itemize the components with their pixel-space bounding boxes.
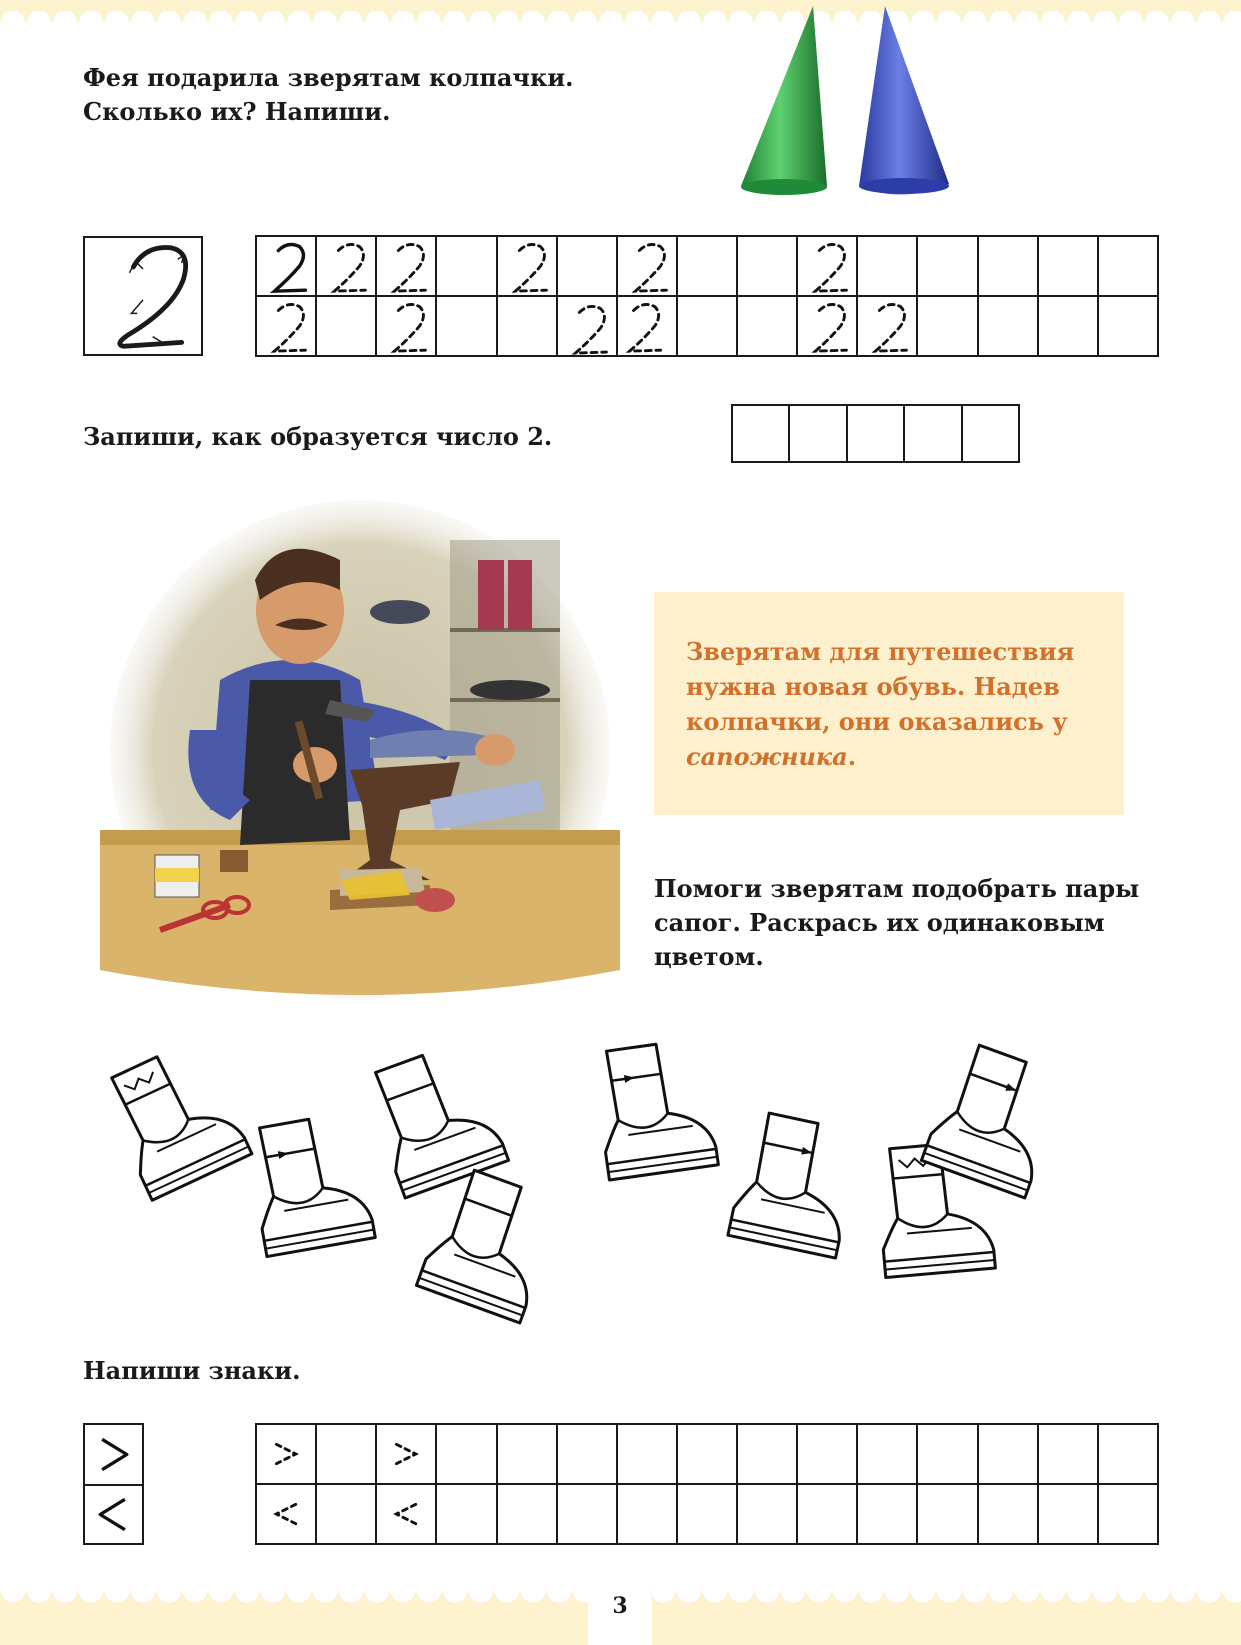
digit-grid-cell[interactable] [257, 297, 317, 357]
task1-line2: Сколько их? Напиши. [83, 97, 391, 126]
story-shoemaker-word: сапожника [686, 742, 848, 771]
digit-two-dotted-icon [257, 297, 315, 355]
story-line1: Зверятам для путешествия [686, 637, 1075, 666]
task2-instruction: Запиши, как образуется число 2. [83, 422, 553, 451]
task1-instruction [83, 61, 574, 129]
digit-grid-cell[interactable] [618, 297, 678, 357]
digit-two-sample-icon [85, 238, 201, 354]
digit-grid-cell[interactable] [618, 237, 678, 297]
digit-grid-cell[interactable] [1099, 237, 1159, 297]
digit-practice-grid[interactable] [255, 235, 1159, 357]
sign-grid-cell[interactable] [918, 1425, 978, 1485]
sign-grid-cell[interactable] [798, 1425, 858, 1485]
task3-line2: сапог. Раскрась их одинаковым [654, 908, 1105, 937]
sign-grid-cell[interactable] [317, 1485, 377, 1545]
story-callout-text [686, 634, 1106, 774]
digit-grid-cell[interactable] [918, 297, 978, 357]
boot[interactable] [98, 1038, 252, 1200]
digit-two-dotted-icon [618, 237, 676, 295]
sign-grid-cell[interactable] [918, 1485, 978, 1545]
answer-cell[interactable] [733, 406, 790, 463]
sign-grid-cell[interactable] [558, 1485, 618, 1545]
sign-grid-cell[interactable] [738, 1485, 798, 1545]
sign-grid-cell[interactable] [979, 1425, 1039, 1485]
task4-instruction: Напиши знаки. [83, 1356, 301, 1385]
signs-practice-grid[interactable] [255, 1423, 1159, 1545]
sign-grid-cell[interactable] [678, 1485, 738, 1545]
sign-grid-cell[interactable] [1099, 1485, 1159, 1545]
cones-illustration [735, 4, 955, 200]
blue-cone [859, 6, 949, 195]
sign-grid-cell[interactable] [257, 1485, 317, 1545]
shoemaker-illustration [100, 500, 620, 1020]
greater-than-sample [85, 1425, 142, 1484]
sign-grid-cell[interactable] [618, 1485, 678, 1545]
story-line4-end: . [847, 742, 857, 771]
digit-two-dotted-icon [798, 237, 856, 295]
story-line4 [686, 739, 1106, 774]
less-than-sample [85, 1484, 142, 1543]
page-number: 3 [612, 1593, 628, 1619]
top-border [0, 0, 1241, 22]
story-line3: колпачки, они оказались у [686, 707, 1068, 736]
boot[interactable] [245, 1111, 376, 1256]
sign-grid-cell[interactable] [1039, 1485, 1099, 1545]
digit-grid-cell[interactable] [317, 297, 377, 357]
sign-grid-cell[interactable] [498, 1425, 558, 1485]
digit-two-dotted-icon [798, 297, 856, 355]
greater-than-dotted-icon [257, 1425, 315, 1483]
answer-cell[interactable] [963, 406, 1020, 463]
digit-grid-cell[interactable] [1039, 237, 1099, 297]
digit-grid-cell[interactable] [918, 237, 978, 297]
digit-grid-cell[interactable] [437, 237, 497, 297]
digit-grid-cell[interactable] [858, 237, 918, 297]
digit-grid-cell[interactable] [798, 237, 858, 297]
number-composition-answer-box[interactable] [731, 404, 1020, 463]
task1-line1: Фея подарила зверятам колпачки. [83, 63, 574, 92]
sign-grid-cell[interactable] [738, 1425, 798, 1485]
sign-grid-cell[interactable] [498, 1485, 558, 1545]
boot[interactable] [728, 1110, 862, 1258]
signs-sample-box [83, 1423, 144, 1545]
task3-instruction [654, 872, 1139, 974]
greater-than-dotted-icon [377, 1425, 435, 1483]
digit-sample-box [83, 236, 203, 356]
sign-grid-cell[interactable] [257, 1425, 317, 1485]
task3-line3: цветом. [654, 942, 764, 971]
boot[interactable] [592, 1038, 719, 1180]
digit-grid-cell[interactable] [437, 297, 497, 357]
digit-grid-cell[interactable] [377, 297, 437, 357]
sign-grid-cell[interactable] [377, 1485, 437, 1545]
sign-grid-cell[interactable] [1039, 1425, 1099, 1485]
digit-grid-cell[interactable] [858, 297, 918, 357]
digit-grid-cell[interactable] [317, 237, 377, 297]
digit-grid-cell[interactable] [1039, 297, 1099, 357]
digit-grid-cell[interactable] [558, 237, 618, 297]
sign-grid-cell[interactable] [1099, 1425, 1159, 1485]
sign-grid-cell[interactable] [377, 1425, 437, 1485]
digit-grid-cell[interactable] [979, 237, 1039, 297]
digit-two-dotted-icon [377, 237, 435, 295]
digit-grid-cell[interactable] [979, 297, 1039, 357]
answer-cell[interactable] [790, 406, 847, 463]
sign-grid-cell[interactable] [798, 1485, 858, 1545]
sign-grid-cell[interactable] [858, 1425, 918, 1485]
sign-grid-cell[interactable] [979, 1485, 1039, 1545]
boots-coloring-area[interactable] [75, 1035, 1170, 1370]
digit-grid-cell[interactable] [678, 297, 738, 357]
digit-two-dotted-icon [377, 297, 435, 355]
sign-grid-cell[interactable] [437, 1485, 497, 1545]
sign-grid-cell[interactable] [618, 1425, 678, 1485]
less-than-dotted-icon [257, 1485, 315, 1543]
digit-two-dotted-icon [498, 237, 556, 295]
digit-two-dotted-icon [858, 297, 916, 355]
digit-grid-cell[interactable] [498, 297, 558, 357]
digit-two-dotted-icon [317, 237, 375, 295]
story-line2: нужна новая обувь. Надев [686, 672, 1060, 701]
sign-grid-cell[interactable] [678, 1425, 738, 1485]
digit-grid-cell[interactable] [1099, 297, 1159, 357]
digit-grid-cell[interactable] [798, 297, 858, 357]
digit-grid-cell[interactable] [738, 297, 798, 357]
digit-grid-cell[interactable] [678, 237, 738, 297]
digit-two-dotted-icon [618, 297, 676, 355]
less-than-dotted-icon [377, 1485, 435, 1543]
digit-grid-cell[interactable] [377, 237, 437, 297]
digit-two-solid-icon [257, 237, 315, 295]
boot[interactable] [416, 1165, 563, 1323]
sign-grid-cell[interactable] [858, 1485, 918, 1545]
sign-grid-cell[interactable] [558, 1425, 618, 1485]
task3-line1: Помоги зверятам подобрать пары [654, 874, 1140, 903]
less-than-icon [85, 1486, 142, 1543]
sign-grid-cell[interactable] [317, 1425, 377, 1485]
digit-two-dotted-icon [558, 297, 616, 355]
sign-grid-cell[interactable] [437, 1425, 497, 1485]
green-cone [741, 6, 827, 195]
answer-cell[interactable] [848, 406, 905, 463]
digit-grid-cell[interactable] [738, 237, 798, 297]
digit-grid-cell[interactable] [558, 297, 618, 357]
answer-cell[interactable] [905, 406, 962, 463]
digit-grid-cell[interactable] [257, 237, 317, 297]
digit-grid-cell[interactable] [498, 237, 558, 297]
greater-than-icon [85, 1425, 142, 1484]
